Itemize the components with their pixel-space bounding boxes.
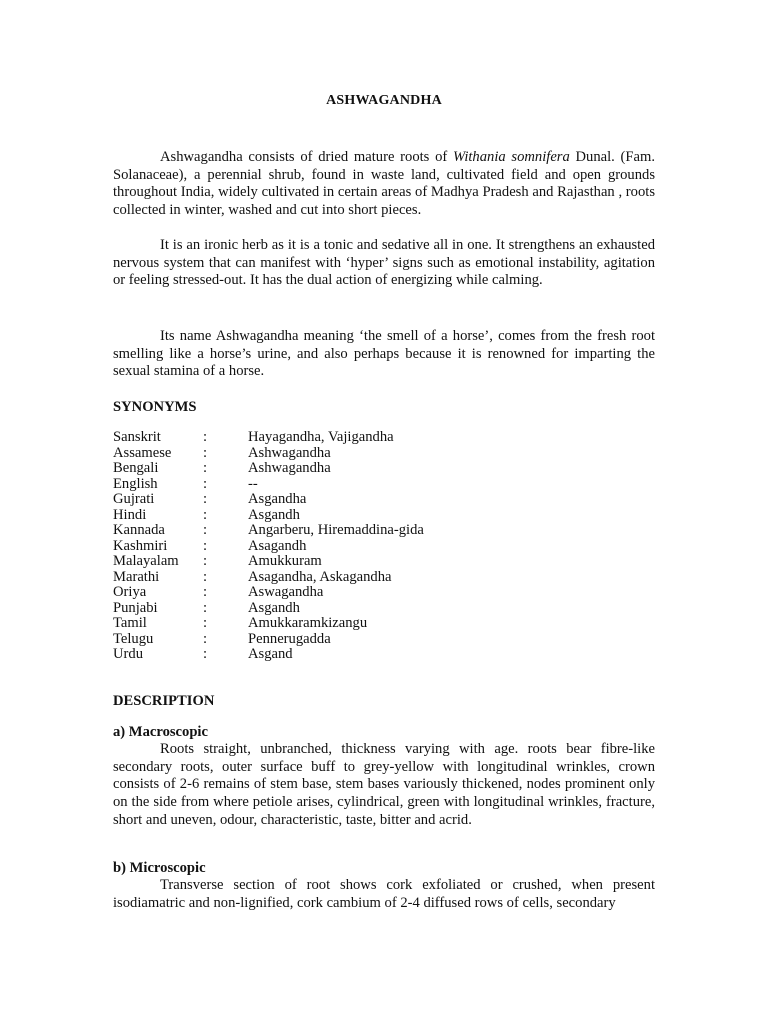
synonym-row bbox=[113, 508, 424, 524]
synonym-separator: : bbox=[203, 429, 208, 445]
synonym-name: Asagandha, Askagandha bbox=[248, 568, 392, 585]
synonym-name: Pennerugadda bbox=[248, 630, 331, 647]
synonym-row bbox=[113, 647, 424, 663]
synonym-name: Angarberu, Hiremaddina-gida bbox=[248, 522, 424, 538]
name-origin-paragraph bbox=[113, 328, 655, 381]
macroscopic-text: Roots straight, unbranched, thickness varying with age. roots bear fibre-like secondary roots, outer surface buff to grey-yellow with longitudinal wrinkles, crown consists of 2-6 remains of stem base, stem bases variously thickened, nodes prominent only on the side from where petiole arises, cylindrical, green with longitudinal wrinkles, fracture, short and uneven, odour, characteristic, taste, bitter and acrid. bbox=[113, 741, 655, 828]
synonym-separator: : bbox=[203, 537, 208, 554]
synonym-name: Asgandh bbox=[248, 599, 300, 616]
synonym-language: Gujrati bbox=[113, 491, 155, 507]
synonym-name: Amukkaramkizangu bbox=[248, 615, 368, 631]
synonym-row bbox=[113, 585, 424, 601]
synonym-name: -- bbox=[248, 475, 258, 492]
synonym-row bbox=[113, 461, 424, 477]
synonym-row bbox=[113, 492, 424, 508]
synonym-language: Sanskrit bbox=[113, 429, 161, 445]
synonym-separator: : bbox=[203, 460, 208, 476]
synonym-row bbox=[113, 430, 424, 446]
synonyms-table bbox=[113, 430, 424, 663]
synonym-language: Tamil bbox=[113, 615, 147, 631]
synonym-name: Hayagandha, Vajigandha bbox=[248, 429, 394, 445]
synonym-name: Asgandh bbox=[248, 506, 300, 523]
synonym-row bbox=[113, 446, 424, 462]
botanical-name: Withania somnifera bbox=[452, 149, 570, 165]
synonym-language: Telugu bbox=[113, 630, 154, 647]
synonym-row bbox=[113, 523, 424, 539]
herb-properties-text: It is an ironic herb as it is a tonic and sedative all in one. It strengthens an exhausted nervous system that can manifest with ‘hyper’ signs such as emotional instability, agitation or feeling stressed-out. It has the dual action of energizing while calming. bbox=[113, 237, 655, 289]
intro-text-start: Ashwagandha consists of dried mature roots of bbox=[160, 149, 453, 165]
macroscopic-paragraph bbox=[113, 741, 655, 830]
synonym-separator: : bbox=[203, 491, 208, 507]
synonym-separator: : bbox=[203, 584, 208, 600]
synonym-name: Asgand bbox=[248, 646, 293, 662]
description-heading: DESCRIPTION bbox=[113, 693, 215, 709]
synonym-separator: : bbox=[203, 553, 208, 569]
herb-properties-paragraph bbox=[113, 237, 655, 290]
synonym-name: Ashwagandha bbox=[248, 444, 331, 461]
synonym-row bbox=[113, 570, 424, 586]
microscopic-heading: b) Microscopic bbox=[113, 860, 206, 876]
synonym-separator: : bbox=[203, 646, 208, 662]
synonym-language: Kannada bbox=[113, 522, 165, 538]
macroscopic-heading: a) Macroscopic bbox=[113, 724, 208, 740]
synonym-row bbox=[113, 632, 424, 648]
synonym-separator: : bbox=[203, 615, 208, 631]
synonym-name: Asagandh bbox=[248, 537, 307, 554]
synonym-language: Bengali bbox=[113, 460, 159, 476]
synonym-separator: : bbox=[203, 599, 208, 616]
synonym-separator: : bbox=[203, 506, 208, 523]
intro-paragraph bbox=[113, 149, 655, 220]
synonym-separator: : bbox=[203, 475, 208, 492]
synonyms-heading: SYNONYMS bbox=[113, 399, 197, 415]
intro-text-end: Dunal. (Fam. Solanaceae), a perennial shrub, found in waste land, cultivated field and open grounds throughout India, widely cultivated in certain areas of Madhya Pradesh and Rajasthan , roots collected in winter, washed and cut into short pieces. bbox=[113, 149, 655, 219]
synonym-language: Marathi bbox=[113, 568, 160, 585]
synonym-name: Aswagandha bbox=[248, 584, 324, 600]
synonym-row bbox=[113, 601, 424, 617]
synonym-name: Ashwagandha bbox=[248, 460, 331, 476]
synonym-row bbox=[113, 616, 424, 632]
synonym-separator: : bbox=[203, 630, 208, 647]
synonym-separator: : bbox=[203, 444, 208, 461]
synonym-language: Punjabi bbox=[113, 599, 158, 616]
synonym-language: Hindi bbox=[113, 506, 147, 523]
microscopic-paragraph bbox=[113, 877, 655, 912]
document-title: ASHWAGANDHA bbox=[326, 93, 442, 108]
synonym-row bbox=[113, 539, 424, 555]
synonym-row bbox=[113, 554, 424, 570]
synonym-language: Oriya bbox=[113, 584, 147, 600]
synonym-language: Assamese bbox=[113, 444, 172, 461]
synonym-language: English bbox=[113, 475, 158, 492]
synonym-separator: : bbox=[203, 568, 208, 585]
microscopic-text: Transverse section of root shows cork exfoliated or crushed, when present isodiamatric and non-lignified, cork cambium of 2-4 diffused rows of cells, secondary bbox=[113, 877, 655, 911]
synonym-language: Urdu bbox=[113, 646, 143, 662]
synonym-name: Amukkuram bbox=[248, 553, 322, 569]
synonym-language: Kashmiri bbox=[113, 537, 168, 554]
synonym-row bbox=[113, 477, 424, 493]
synonym-separator: : bbox=[203, 522, 208, 538]
name-origin-text: Its name Ashwagandha meaning ‘the smell of a horse’, comes from the fresh root smelling like a horse’s urine, and also perhaps because it is renowned for imparting the sexual stamina of a horse. bbox=[113, 328, 655, 380]
synonym-language: Malayalam bbox=[113, 553, 179, 569]
synonym-name: Asgandha bbox=[248, 491, 307, 507]
